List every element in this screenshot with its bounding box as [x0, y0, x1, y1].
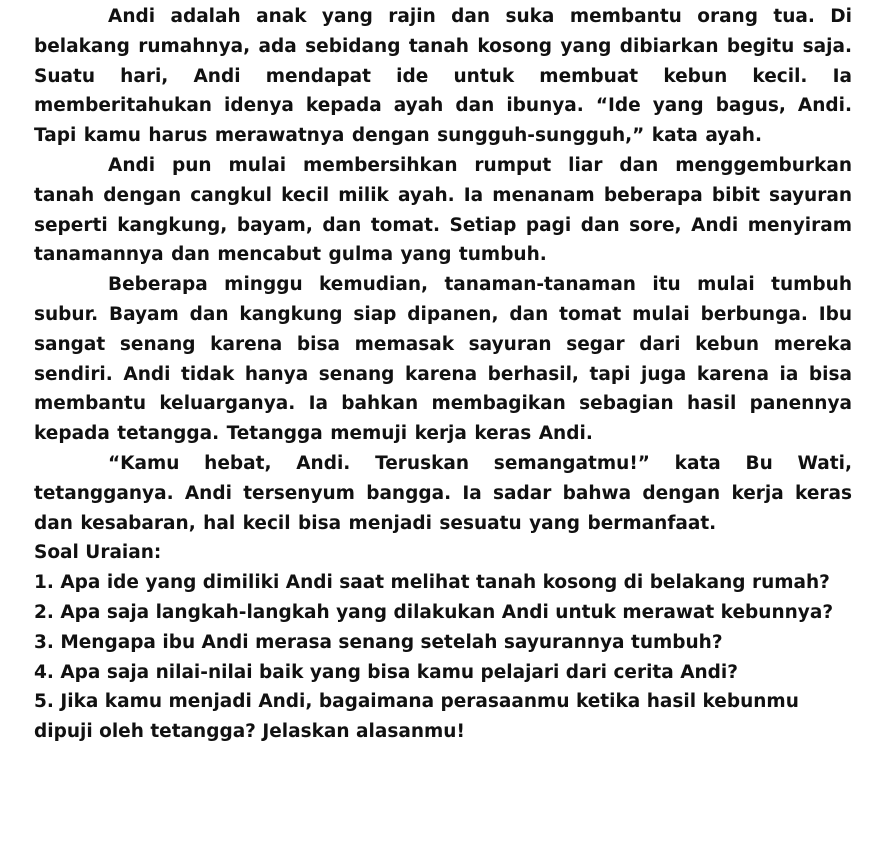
question-item-3: 3. Mengapa ibu Andi merasa senang setelah sayurannya tumbuh? [34, 631, 723, 653]
question-heading: Soal Uraian: [34, 542, 162, 564]
story-paragraph-2: Andi pun mulai membersihkan rumput liar dan menggemburkan tanah dengan cangkul kecil milik ayah. Ia menanam beberapa bibit sayuran seperti kangkung, bayam, dan tomat. Setiap pagi dan sore, Andi menyiram tanamannya dan mencabut gulma yang tumbuh. [34, 154, 852, 266]
question-item-4: 4. Apa saja nilai-nilai baik yang bisa kamu pelajari dari cerita Andi? [34, 661, 738, 683]
story-paragraph-1: Andi adalah anak yang rajin dan suka membantu orang tua. Di belakang rumahnya, ada sebidang tanah kosong yang dibiarkan begitu saja. Suatu hari, Andi mendapat ide untuk membuat kebun kecil. Ia memberitahukan idenya kepada ayah dan ibunya. “Ide yang bagus, Andi. Tapi kamu harus merawatnya dengan sungguh-sungguh,” kata ayah. [34, 6, 852, 147]
question-item-5: 5. Jika kamu menjadi Andi, bagaimana perasaanmu ketika hasil kebunmu dipuji oleh tetangga? Jelaskan alasanmu! [34, 691, 799, 743]
question-item-2: 2. Apa saja langkah-langkah yang dilakukan Andi untuk merawat kebunnya? [34, 601, 834, 623]
question-item-1: 1. Apa ide yang dimiliki Andi saat melihat tanah kosong di belakang rumah? [34, 572, 830, 594]
story-paragraph-3: Beberapa minggu kemudian, tanaman-tanaman itu mulai tumbuh subur. Bayam dan kangkung siap dipanen, dan tomat mulai berbunga. Ibu sangat senang karena bisa memasak sayuran segar dari kebun mereka sendiri. Andi tidak hanya senang karena berhasil, tapi juga karena ia bisa membantu keluarganya. Ia bahkan membagikan sebagian hasil panennya kepada tetangga. Tetangga memuji kerja keras Andi. [34, 274, 852, 445]
question-section [34, 538, 852, 747]
worksheet-page [34, 2, 852, 747]
question-list [34, 568, 852, 747]
story-text [34, 2, 852, 538]
story-paragraph-4: “Kamu hebat, Andi. Teruskan semangatmu!” kata Bu Wati, tetangganya. Andi tersenyum bangga. Ia sadar bahwa dengan kerja keras dan kesabaran, hal kecil bisa menjadi sesuatu yang bermanfaat. [34, 452, 852, 534]
